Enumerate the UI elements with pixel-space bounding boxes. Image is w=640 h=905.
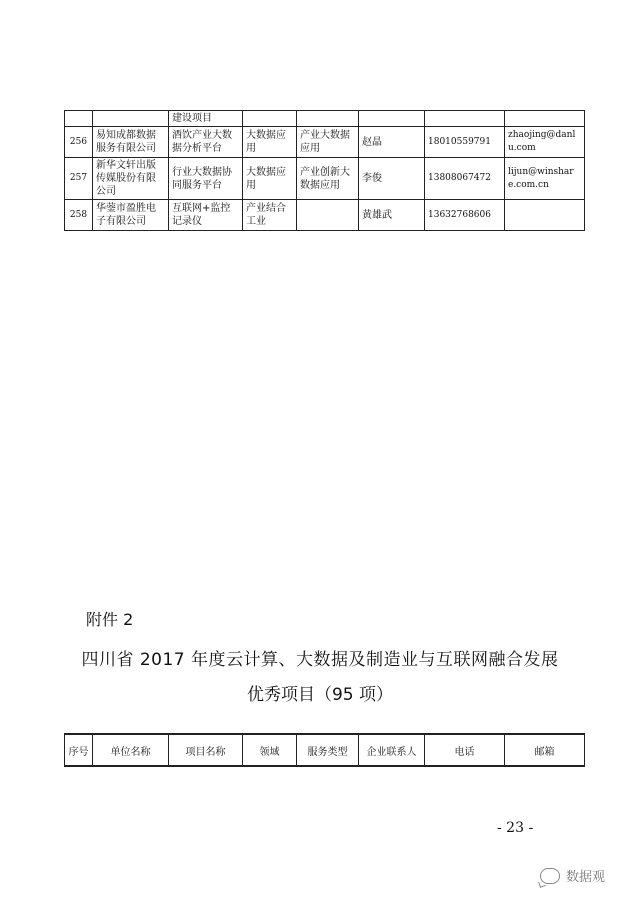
watermark <box>540 866 605 885</box>
cell-field: 大数据应用 <box>243 127 297 158</box>
cell-project: 建设项目 <box>169 111 243 127</box>
cell-contact: 黄雄武 <box>359 200 425 231</box>
header-no: 序号 <box>65 734 93 766</box>
projects-table-continued <box>64 110 585 231</box>
table-row <box>65 200 585 231</box>
header-email: 邮箱 <box>505 734 585 766</box>
projects-table-header <box>64 733 585 767</box>
cell-field: 产业结合工业 <box>243 200 297 231</box>
document-title: 四川省 2017 年度云计算、大数据及制造业与互联网融合发展 <box>81 650 559 670</box>
cell-company: 易知成都数据服务有限公司 <box>93 127 169 158</box>
table-row <box>65 158 585 200</box>
table-row <box>65 127 585 158</box>
wechat-bubble-icon <box>540 868 560 884</box>
cell-phone: 13808067472 <box>425 158 505 200</box>
cell-service: 产业创新大数据应用 <box>297 158 359 200</box>
cell-contact: 李俊 <box>359 158 425 200</box>
header-contact: 企业联系人 <box>359 734 425 766</box>
cell-email <box>505 200 585 231</box>
header-service: 服务类型 <box>297 734 359 766</box>
cell-no: 257 <box>65 158 93 200</box>
document-subtitle: 优秀项目（95 项） <box>246 685 394 705</box>
table-header-row <box>65 734 585 766</box>
page-number: - 23 - <box>497 820 534 836</box>
cell-phone: 18010559791 <box>425 127 505 158</box>
cell-no: 256 <box>65 127 93 158</box>
cell-company: 新华文轩出版传媒股份有限公司 <box>93 158 169 200</box>
cell-service <box>297 200 359 231</box>
watermark-text: 数据观 <box>566 870 606 885</box>
cell-contact: 赵晶 <box>359 127 425 158</box>
cell-project: 酒饮产业大数据分析平台 <box>169 127 243 158</box>
cell-project: 互联网+监控记录仪 <box>169 200 243 231</box>
cell-no: 258 <box>65 200 93 231</box>
header-field: 领域 <box>243 734 297 766</box>
header-phone: 电话 <box>425 734 505 766</box>
appendix-label: 附件 2 <box>86 610 134 629</box>
header-company: 单位名称 <box>93 734 169 766</box>
cell-phone: 13632768606 <box>425 200 505 231</box>
cell-email: zhaojing@danlu.com <box>505 127 585 158</box>
cell-service: 产业大数据应用 <box>297 127 359 158</box>
cell-email: lijun@winshare.com.cn <box>505 158 585 200</box>
cell-field: 大数据应用 <box>243 158 297 200</box>
cell-project: 行业大数据协同服务平台 <box>169 158 243 200</box>
cell-company: 华蓥市盈胜电子有限公司 <box>93 200 169 231</box>
header-project: 项目名称 <box>169 734 243 766</box>
table-row <box>65 111 585 127</box>
